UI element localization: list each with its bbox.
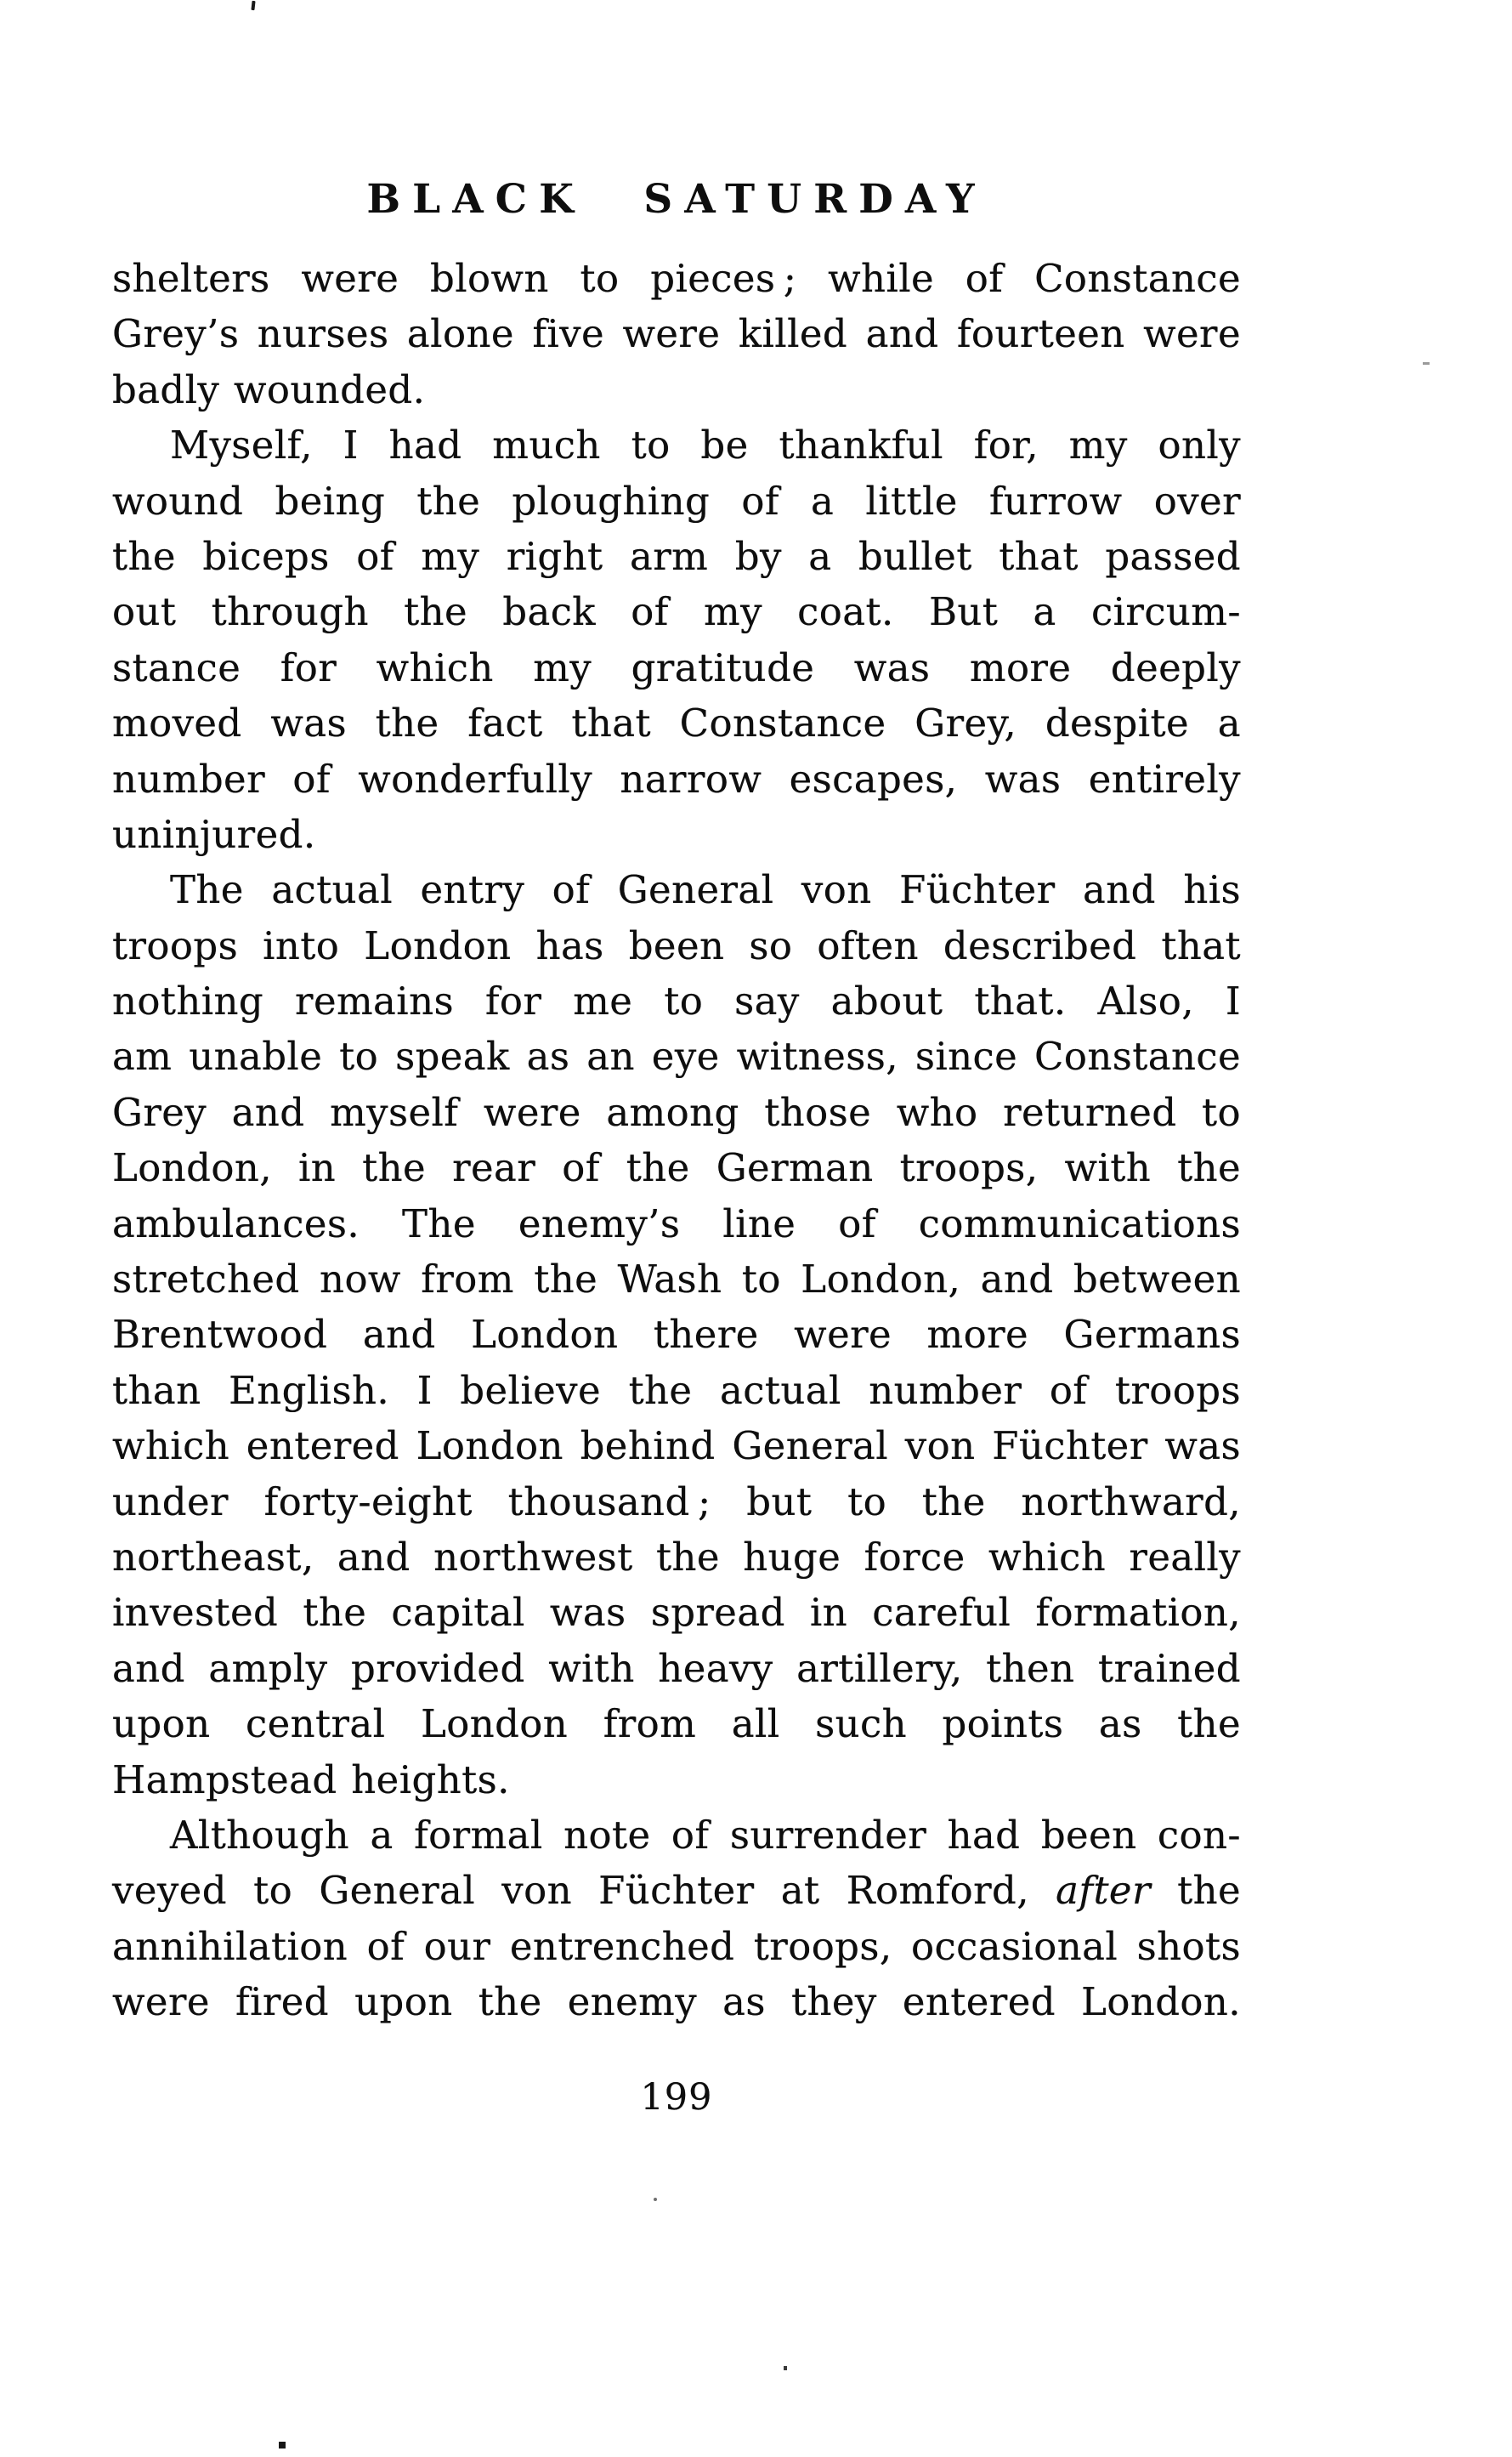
text-line: moved was the fact that Constance Grey, despite a xyxy=(112,701,1241,746)
text-line: shelters were blown to pieces ; while of Constance xyxy=(112,256,1241,301)
text-line xyxy=(112,1863,1241,1918)
text-line: London, in the rear of the German troops, with the xyxy=(112,1145,1241,1191)
text-line: upon central London from all such points as the xyxy=(112,1701,1241,1747)
body-text xyxy=(112,251,1241,2030)
text-line: wound being the ploughing of a little furrow over xyxy=(112,478,1241,524)
text-line: which entered London behind General von Füchter was xyxy=(112,1423,1241,1469)
text-line: northeast, and northwest the huge force which really xyxy=(112,1534,1241,1580)
text-line: stretched now from the Wash to London, and between xyxy=(112,1257,1241,1302)
text-line: Grey’s nurses alone five were killed and fourteen were xyxy=(112,311,1241,357)
text-line: Myself, I had much to be thankful for, my only xyxy=(170,423,1241,468)
text-line: annihilation of our entrenched troops, occasional shots xyxy=(112,1923,1241,1969)
text-line: the biceps of my right arm by a bullet that passed xyxy=(112,533,1241,579)
page-number: 199 xyxy=(640,2075,713,2119)
text-line: out through the back of my coat. But a circum- xyxy=(112,589,1241,635)
text-line: and amply provided with heavy artillery, then trained xyxy=(112,1645,1241,1691)
text-line: than English. I believe the actual number of troops xyxy=(112,1367,1241,1413)
text-segment: veyed to General von Füchter at Romford, xyxy=(112,1868,1056,1914)
text-segment: the xyxy=(1150,1868,1241,1914)
ink-speck xyxy=(784,2366,787,2370)
ink-speck xyxy=(654,2198,657,2201)
italic-word: after xyxy=(1056,1868,1151,1914)
text-line: Although a formal note of surrender had been con- xyxy=(170,1812,1241,1858)
text-line: badly wounded. xyxy=(112,366,426,412)
text-line: invested the capital was spread in careful formation, xyxy=(112,1590,1241,1636)
text-line: troops into London has been so often described that xyxy=(112,922,1241,968)
ink-speck xyxy=(1423,362,1430,365)
text-line: stance for which my gratitude was more deeply xyxy=(112,644,1241,690)
page-title: BLACK SATURDAY xyxy=(366,176,987,223)
text-line: Hampstead heights. xyxy=(112,1756,510,1802)
text-line: number of wonderfully narrow escapes, was entirely xyxy=(112,756,1241,802)
ink-speck xyxy=(279,2442,286,2448)
text-line: am unable to speak as an eye witness, since Constance xyxy=(112,1034,1241,1080)
text-line: Brentwood and London there were more Germans xyxy=(112,1312,1241,1358)
text-line: uninjured. xyxy=(112,811,316,857)
text-line: under forty-eight thousand ; but to the northward, xyxy=(112,1478,1241,1524)
text-line: Grey and myself were among those who returned to xyxy=(112,1089,1241,1135)
page-content xyxy=(112,0,1241,2125)
text-line: were fired upon the enemy as they entered London. xyxy=(112,1979,1241,2025)
text-line: The actual entry of General von Füchter and his xyxy=(170,867,1241,913)
text-line: nothing remains for me to say about that. Also, I xyxy=(112,979,1241,1024)
text-line: ambulances. The enemy’s line of communications xyxy=(112,1200,1241,1246)
